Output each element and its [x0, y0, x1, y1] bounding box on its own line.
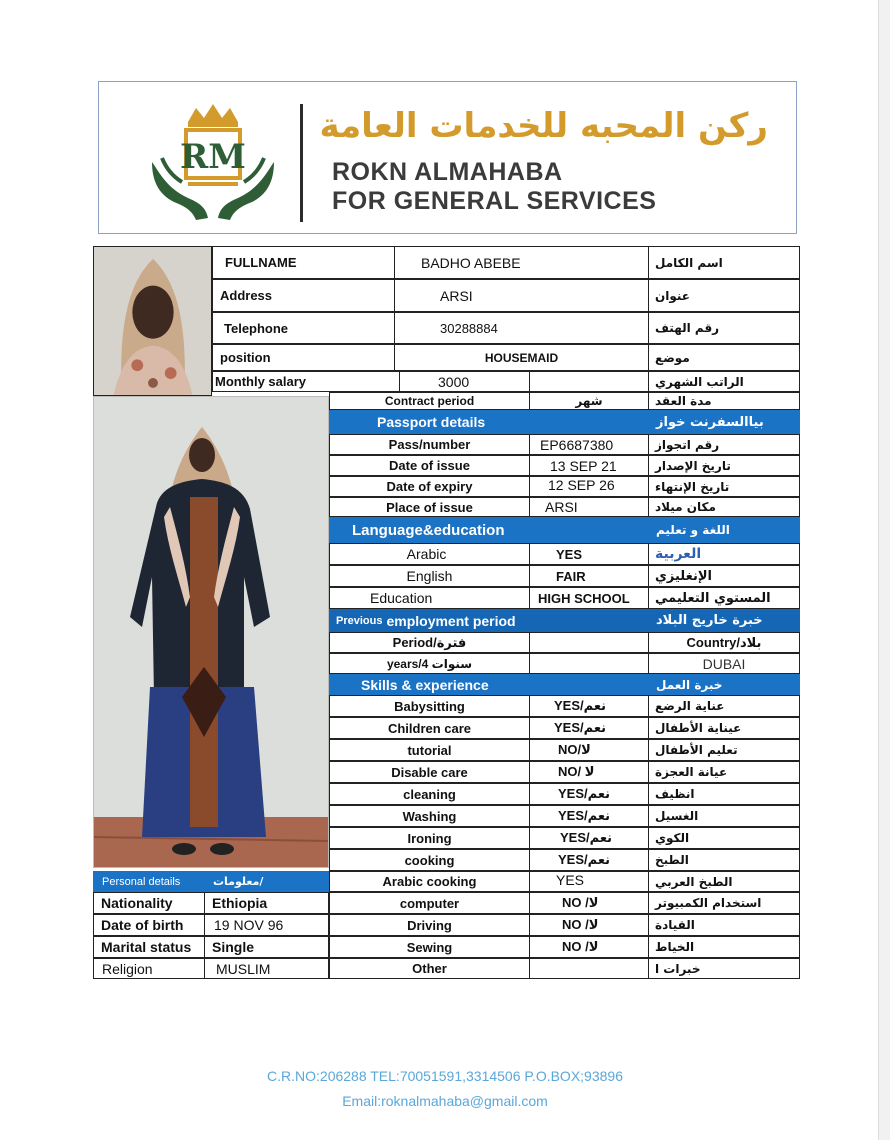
skill-value: YES/نعم — [529, 827, 649, 849]
language-row-value: HIGH SCHOOL — [529, 587, 649, 609]
language-row-value: YES — [529, 543, 649, 565]
skill-label: Driving — [329, 914, 530, 936]
personal-detail-value: Ethiopia — [204, 892, 329, 914]
language-header-ar: اللغة و تعليم — [649, 517, 800, 543]
passport-row-ar: تاريخ الإصدار — [648, 455, 800, 476]
language-row-ar: المستوي التعليمي — [648, 587, 800, 609]
skill-value — [529, 958, 649, 979]
contract-value: شهر — [529, 392, 649, 410]
passport-row-value: 13 SEP 21 — [529, 455, 649, 476]
employment-header-blank — [529, 609, 649, 632]
language-row-ar: ال‍عربية — [648, 543, 800, 565]
footer-contact: C.R.NO:206288 TEL:70051591,3314506 P.O.BOX;93896 — [267, 1068, 623, 1084]
passport-header: Passport details — [329, 410, 529, 434]
skill-value: YES — [529, 871, 649, 892]
skill-ar: الخياط — [648, 936, 800, 958]
skill-value: NO /لا — [529, 892, 649, 914]
personal-details-header: Personal details — [93, 871, 205, 892]
skill-ar: انظيف — [648, 783, 800, 805]
personal-detail-value: MUSLIM — [204, 958, 329, 979]
employment-header-prefix: Previous — [336, 614, 383, 627]
skill-label: Sewing — [329, 936, 530, 958]
period-blank — [529, 632, 649, 653]
skill-label: Arabic cooking — [329, 871, 530, 892]
employment-header-text: employment period — [386, 612, 516, 629]
passport-row-label: Pass/number — [329, 434, 530, 455]
skill-ar: عناية الرضع — [648, 695, 800, 717]
personal-detail-label: Marital status — [93, 936, 205, 958]
skill-label: Disable care — [329, 761, 530, 783]
header-divider — [300, 104, 303, 222]
skill-label: Babysitting — [329, 695, 530, 717]
skill-value: NO /لا — [529, 936, 649, 958]
address-value: ARSI — [394, 279, 649, 312]
address-label: Address — [212, 279, 395, 312]
language-header: Language&education — [329, 517, 529, 543]
language-row-label: Arabic — [329, 543, 530, 565]
company-name-arabic: ركن المحبه للخدمات العامة — [319, 106, 768, 146]
skill-label: computer — [329, 892, 530, 914]
years-blank — [529, 653, 649, 674]
country-value: DUBAI — [648, 653, 800, 674]
passport-row-label: Date of issue — [329, 455, 530, 476]
skill-label: Children care — [329, 717, 530, 739]
skill-label: Other — [329, 958, 530, 979]
country-label: Country/بلاد — [648, 632, 800, 653]
passport-row-label: Date of expiry — [329, 476, 530, 497]
skill-label: Ironing — [329, 827, 530, 849]
passport-row-label: Place of issue — [329, 497, 530, 517]
skill-ar: القيادة — [648, 914, 800, 936]
skill-label: tutorial — [329, 739, 530, 761]
salary-label-ar: الراتب الشهري — [648, 371, 800, 392]
skill-ar: الطبخ العربي — [648, 871, 800, 892]
skill-ar: استخدام الكمبيوتر — [648, 892, 800, 914]
fullname-value: BADHO ABEBE — [394, 246, 649, 279]
footer-email[interactable]: Email:roknalmahaba@gmail.com — [342, 1093, 548, 1109]
passport-row-value: EP6687380 — [529, 434, 649, 455]
skill-value: NO /لا — [529, 914, 649, 936]
years-value: years/سنوات 4 — [329, 653, 530, 674]
skill-label: cleaning — [329, 783, 530, 805]
skills-header-ar: خبرة العمل — [649, 674, 800, 695]
personal-detail-label: Nationality — [93, 892, 205, 914]
skill-ar: خبرات ا — [648, 958, 800, 979]
skills-header-blank — [529, 674, 649, 695]
skill-value: YES/نعم — [529, 783, 649, 805]
skill-value: YES/نعم — [529, 695, 649, 717]
skill-ar: تعليم الأطفال — [648, 739, 800, 761]
fullname-label: FULLNAME — [212, 246, 395, 279]
contract-label: Contract period — [329, 392, 530, 410]
passport-row-value: 12 SEP 26 — [529, 476, 649, 497]
page-edge — [878, 0, 890, 1140]
skill-label: Washing — [329, 805, 530, 827]
salary-value: 3000 — [399, 371, 530, 392]
skill-value: NO/ لا — [529, 761, 649, 783]
passport-row-ar: مكان ميلاد — [648, 497, 800, 517]
skill-label: cooking — [329, 849, 530, 871]
telephone-label-ar: رقم الهتف — [648, 312, 800, 344]
skill-ar: الكوي — [648, 827, 800, 849]
language-row-label: English — [329, 565, 530, 587]
skill-ar: الطبخ — [648, 849, 800, 871]
language-row-label: Education — [329, 587, 530, 609]
headshot-photo — [93, 246, 212, 396]
passport-header-blank — [529, 410, 649, 434]
company-logo — [148, 100, 278, 225]
personal-detail-value: 19 NOV 96 — [204, 914, 329, 936]
position-label: position — [212, 344, 395, 371]
language-row-value: FAIR — [529, 565, 649, 587]
contract-label-ar: مدة العقد — [648, 392, 800, 410]
telephone-value: 30288884 — [394, 312, 649, 344]
employment-header-ar: خبرة خاريج البلاد — [649, 609, 800, 632]
skill-ar: الغسيل — [648, 805, 800, 827]
personal-detail-label: Date of birth — [93, 914, 205, 936]
full-body-photo — [93, 396, 329, 868]
employment-header — [329, 609, 529, 632]
logo-monogram: RM — [180, 137, 246, 177]
passport-row-value: ARSI — [529, 497, 649, 517]
passport-row-ar: تاريخ الإنتهاء — [648, 476, 800, 497]
address-label-ar: عنوان — [648, 279, 800, 312]
skill-value: YES/نعم — [529, 805, 649, 827]
skills-header: Skills & experience — [329, 674, 529, 695]
skill-value: NO/لا — [529, 739, 649, 761]
personal-detail-value: Single — [204, 936, 329, 958]
company-name-line1: ROKN ALMAHABA — [332, 158, 563, 186]
personal-detail-label: Religion — [93, 958, 205, 979]
company-name-line2: FOR GENERAL SERVICES — [332, 187, 657, 215]
language-row-ar: الإنغليزي — [648, 565, 800, 587]
salary-blank — [529, 371, 649, 392]
period-label: Period/فترة — [329, 632, 530, 653]
position-label-ar: موضع — [648, 344, 800, 371]
fullname-label-ar: اسم الكامل — [648, 246, 800, 279]
telephone-label: Telephone — [212, 312, 395, 344]
salary-label: Monthly salary — [212, 371, 400, 392]
passport-header-ar: بياالسفرنت خواز — [649, 410, 800, 434]
skill-ar: عيانة العجزة — [648, 761, 800, 783]
passport-row-ar: رقم اتجواز — [648, 434, 800, 455]
personal-details-header-ar: معلومات/ — [204, 871, 329, 892]
skill-value: YES/نعم — [529, 849, 649, 871]
position-value: HOUSEMAID — [394, 344, 649, 371]
language-header-blank — [529, 517, 649, 543]
skill-ar: عيناية الأطفال — [648, 717, 800, 739]
skill-value: YES/نعم — [529, 717, 649, 739]
